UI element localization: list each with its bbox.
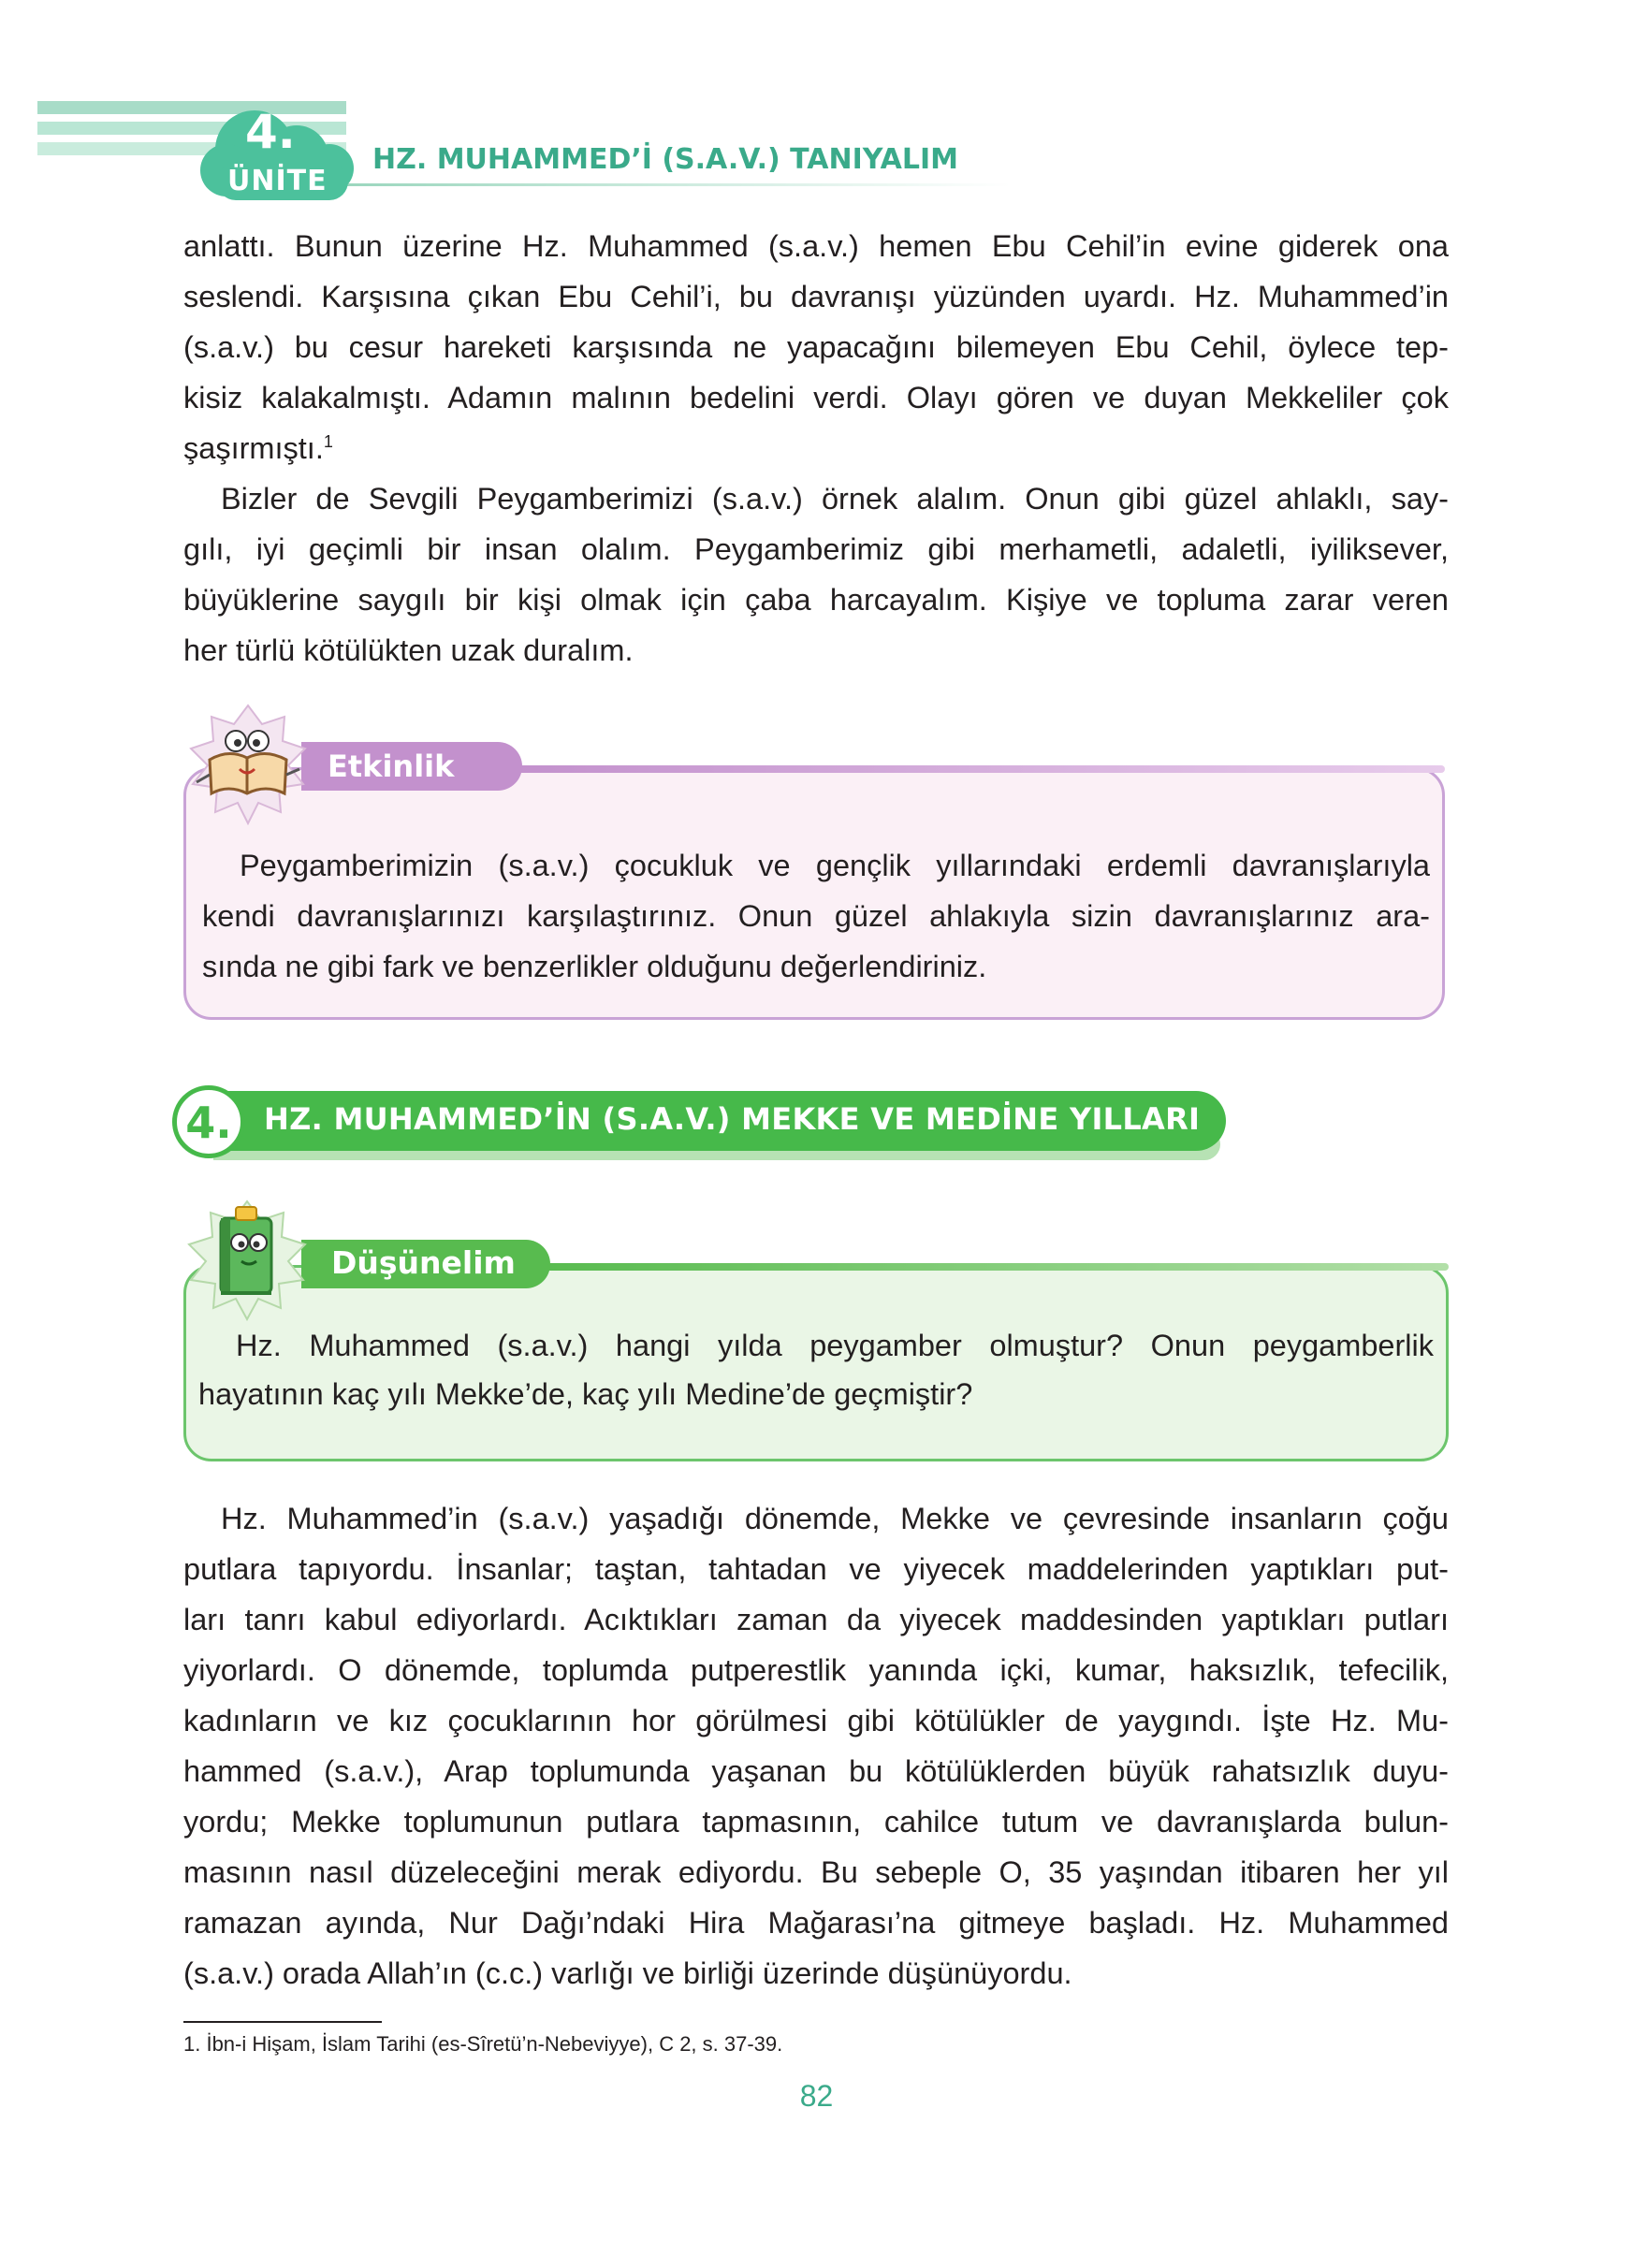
text-line: Peygamberimizin (s.a.v.) çocukluk ve gençlik yıllarındaki erdemli davranışlarıyla <box>240 849 1430 882</box>
etkinlik-label: Etkinlik <box>328 749 455 784</box>
text-line: (s.a.v.) bu cesur hareketi karşısında ne yapacağını bilemeyen Ebu Cehil, öylece tep- <box>183 330 1449 364</box>
dusunelim-label: Düşünelim <box>331 1244 516 1281</box>
text-line: Hz. Muhammed’in (s.a.v.) yaşadığı dönemde, Mekke ve çevresinde insanların çoğu <box>221 1502 1449 1535</box>
dusunelim-text <box>198 1321 1434 1418</box>
text-line: her türlü kötülükten uzak duralım. <box>183 633 634 667</box>
text-line: kadınların ve kız çocuklarının hor görülmesi gibi kötülükler de yaygındı. İşte Hz. Mu- <box>183 1704 1449 1737</box>
etkinlik-rule <box>515 765 1445 773</box>
text-line: masının nasıl düzeleceğini merak ediyordu. Bu sebeple O, 35 yaşından itibaren her yıl <box>183 1855 1449 1889</box>
text-line: kisiz kalakalmıştı. Adamın malının bedelini verdi. Olayı gören ve duyan Mekkeliler çok <box>183 381 1449 414</box>
text-line: şaşırmıştı.$^1$ <box>183 431 333 465</box>
text-line: Bizler de Sevgili Peygamberimizi (s.a.v.) örnek alalım. Onun gibi güzel ahlaklı, say- <box>221 482 1449 516</box>
header-rule <box>337 183 1011 186</box>
etkinlik-text <box>202 840 1430 992</box>
page-number: 82 <box>799 2079 834 2113</box>
text-line: hayatının kaç yılı Mekke’de, kaç yılı Medine’de geçmiştir? <box>198 1377 973 1411</box>
text-line: seslendi. Karşısına çıkan Ebu Cehil’i, bu davranışı yüzünden uyardı. Hz. Muhammed’in <box>183 280 1449 313</box>
section-number: 4. <box>172 1085 245 1158</box>
footnote: 1. İbn-i Hişam, İslam Tarihi (es-Sîretü’n-Nebeviyye), C 2, s. 37-39. <box>183 2032 783 2056</box>
text-line: hammed (s.a.v.), Arap toplumunda yaşanan bu kötülüklerden büyük rahatsızlık duyu- <box>183 1754 1449 1788</box>
text-line: yordu; Mekke toplumunun putlara tapmasının, cahilce tutum ve davranışlarda bulun- <box>183 1805 1449 1839</box>
text-line: sında ne gibi fark ve benzerlikler olduğunu değerlendiriniz. <box>202 950 987 983</box>
text-line: kendi davranışlarınızı karşılaştırınız. Onun güzel ahlakıyla sizin davranışlarınız ara- <box>202 899 1430 933</box>
page-title: HZ. MUHAMMED’İ (S.A.V.) TANIYALIM <box>372 143 958 176</box>
text-line: putlara tapıyordu. İnsanlar; taştan, tahtadan ve yiyecek maddelerinden yaptıkları put- <box>183 1552 1449 1586</box>
text-line: yiyorlardı. O dönemde, toplumda putperestlik yanında içki, kumar, haksızlık, tefecilik, <box>183 1653 1449 1687</box>
text-line: anlattı. Bunun üzerine Hz. Muhammed (s.a.v.) hemen Ebu Cehil’in evine giderek ona <box>183 229 1449 263</box>
text-line: (s.a.v.) orada Allah’ın (c.c.) varlığı ve birliği üzerinde düşünüyordu. <box>183 1956 1072 1990</box>
unit-word: ÜNİTE <box>227 165 328 197</box>
dusunelim-rule <box>543 1263 1449 1271</box>
main-paragraph <box>183 1493 1449 1999</box>
thinking-book-icon <box>185 1199 309 1321</box>
unit-number: 4. <box>245 105 296 159</box>
text-line: gılı, iyi geçimli bir insan olalım. Peygamberimiz gibi merhametli, adaletli, iyiliksever, <box>183 532 1449 566</box>
text-line: ramazan ayında, Nur Dağı’ndaki Hira Mağarası’na gitmeye başladı. Hz. Muhammed <box>183 1906 1449 1940</box>
footnote-ref: 1 <box>323 432 333 452</box>
text-line: büyüklerine saygılı bir kişi olmak için çaba harcayalım. Kişiye ve topluma zarar veren <box>183 583 1449 617</box>
text-line: Hz. Muhammed (s.a.v.) hangi yılda peygamber olmuştur? Onun peygamberlik <box>236 1329 1434 1362</box>
footnote-rule <box>183 2021 382 2023</box>
intro-paragraph <box>183 221 1449 473</box>
text-line: ları tanrı kabul ediyorlardı. Acıktıkları zaman da yiyecek maddesinden yaptıkları putları <box>183 1603 1449 1636</box>
book-character-icon <box>187 704 309 825</box>
section-title: HZ. MUHAMMED’İN (S.A.V.) MEKKE VE MEDİNE YILLARI <box>264 1101 1201 1137</box>
second-paragraph <box>183 473 1449 676</box>
